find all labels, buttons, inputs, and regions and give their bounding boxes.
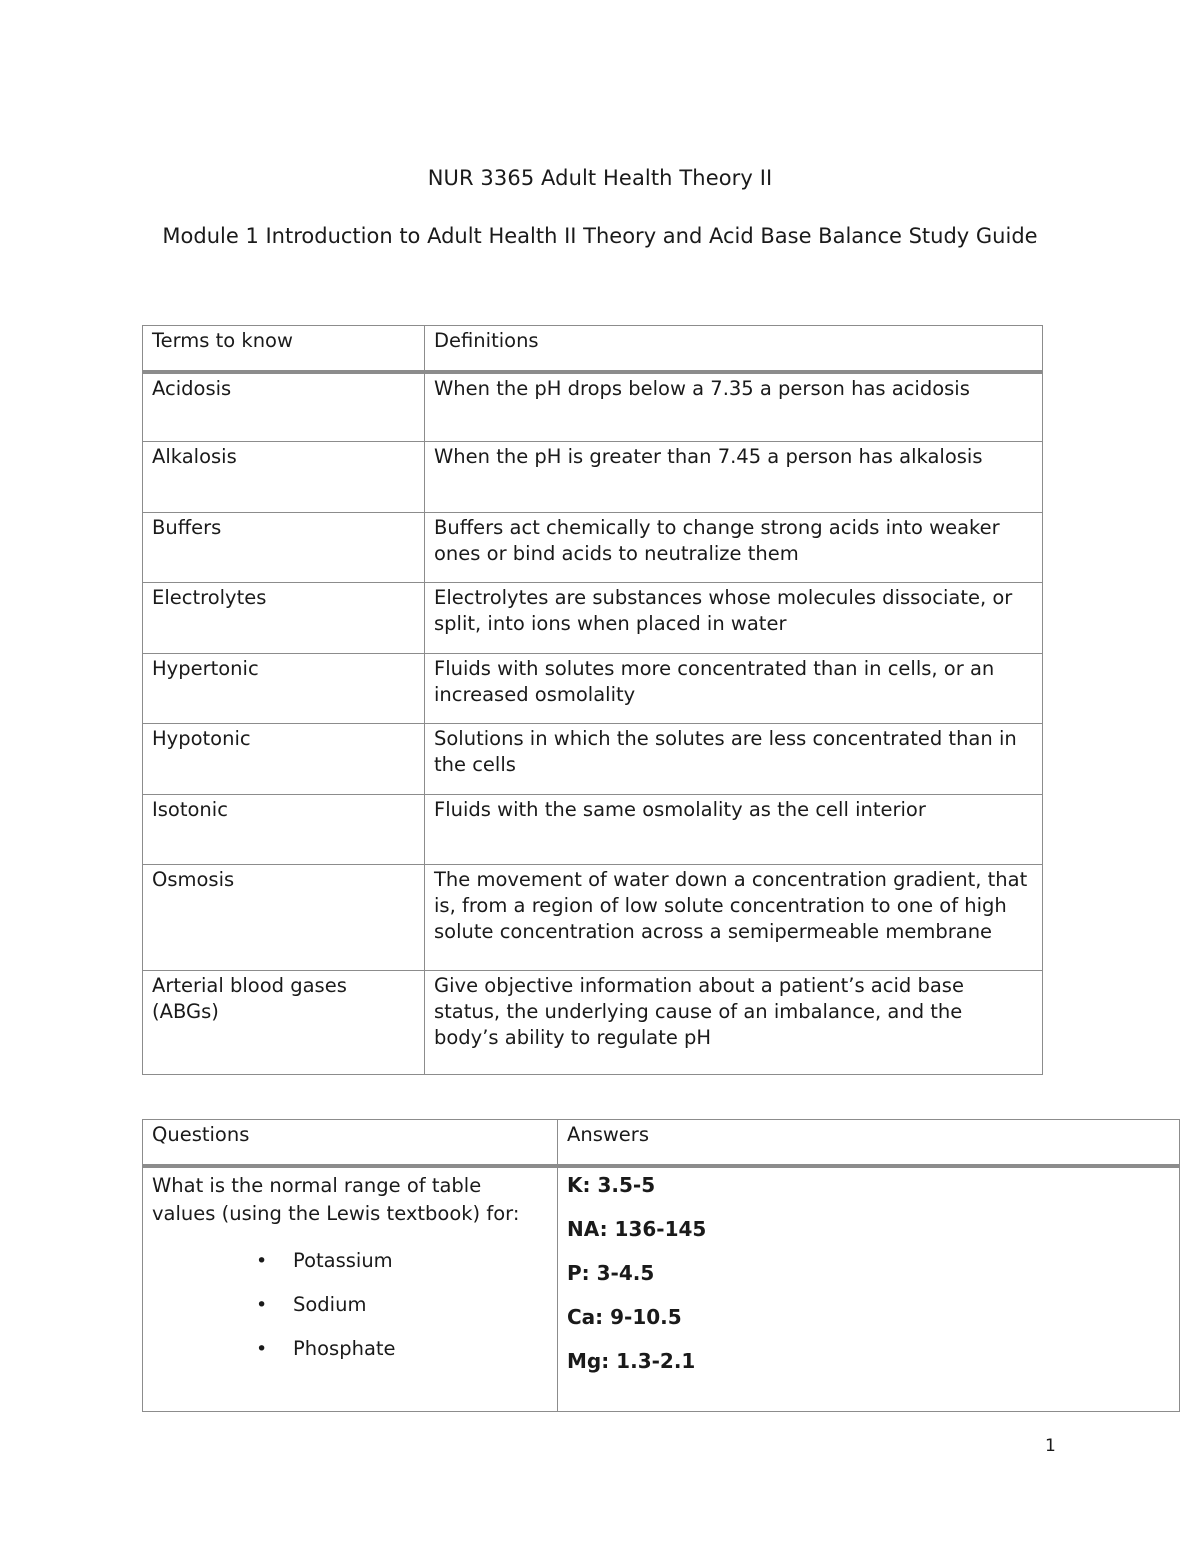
question-bullet-list xyxy=(152,1247,548,1379)
table-row xyxy=(143,795,1043,865)
term-cell: Alkalosis xyxy=(143,442,425,513)
qa-header-questions: Questions xyxy=(143,1120,558,1166)
table-row xyxy=(143,1166,1180,1412)
definition-cell: Solutions in which the solutes are less concentrated than in the cells xyxy=(425,724,1043,795)
terms-header-definition: Definitions xyxy=(425,326,1043,372)
bullet-label: Sodium xyxy=(293,1292,367,1316)
terms-table-header-row xyxy=(143,326,1043,372)
table-row xyxy=(143,442,1043,513)
list-item xyxy=(152,1247,548,1291)
definition-cell: Fluids with solutes more concentrated than in cells, or an increased osmolality xyxy=(425,654,1043,724)
answer-line: Mg: 1.3-2.1 xyxy=(567,1348,696,1373)
definition-cell: Electrolytes are substances whose molecules dissociate, or split, into ions when placed in water xyxy=(425,583,1043,654)
answer-line: K: 3.5-5 xyxy=(567,1172,656,1197)
table-row xyxy=(143,724,1043,795)
table-row xyxy=(143,583,1043,654)
terms-header-term: Terms to know xyxy=(143,326,425,372)
qa-table-header-row xyxy=(143,1120,1180,1166)
qa-table xyxy=(142,1119,1180,1412)
list-item xyxy=(152,1291,548,1335)
list-item xyxy=(152,1335,548,1379)
term-cell: Acidosis xyxy=(143,372,425,442)
table-row xyxy=(143,971,1043,1075)
page-title: NUR 3365 Adult Health Theory II xyxy=(427,166,773,190)
bullet-icon: • xyxy=(256,1249,268,1272)
question-cell xyxy=(143,1166,558,1412)
page-subtitle: Module 1 Introduction to Adult Health II Theory and Acid Base Balance Study Guide xyxy=(162,224,1038,248)
definition-cell: Fluids with the same osmolality as the cell interior xyxy=(425,795,1043,865)
bullet-icon: • xyxy=(256,1293,268,1316)
answer-cell xyxy=(558,1166,1180,1412)
term-cell: Isotonic xyxy=(143,795,425,865)
definition-cell: The movement of water down a concentration gradient, that is, from a region of low solute concentration to one of high solute concentration across a semipermeable membrane xyxy=(425,865,1043,971)
term-cell: Electrolytes xyxy=(143,583,425,654)
bullet-label: Phosphate xyxy=(293,1336,396,1360)
answer-line: Ca: 9-10.5 xyxy=(567,1304,682,1329)
term-cell: Osmosis xyxy=(143,865,425,971)
table-row xyxy=(143,513,1043,583)
terms-table xyxy=(142,325,1043,1075)
term-cell: Buffers xyxy=(143,513,425,583)
term-cell: Hypertonic xyxy=(143,654,425,724)
definition-cell: When the pH drops below a 7.35 a person has acidosis xyxy=(425,372,1043,442)
bullet-label: Potassium xyxy=(293,1248,393,1272)
answer-line: NA: 136-145 xyxy=(567,1216,707,1241)
answer-line: P: 3-4.5 xyxy=(567,1260,655,1285)
definition-cell: Give objective information about a patient’s acid base status, the underlying cause of an imbalance, and the body’s ability to regulate pH xyxy=(425,971,1043,1075)
term-cell: Hypotonic xyxy=(143,724,425,795)
definition-cell: When the pH is greater than 7.45 a person has alkalosis xyxy=(425,442,1043,513)
term-cell: Arterial blood gases (ABGs) xyxy=(143,971,425,1075)
table-row xyxy=(143,372,1043,442)
definition-cell: Buffers act chemically to change strong acids into weaker ones or bind acids to neutralize them xyxy=(425,513,1043,583)
table-row xyxy=(143,654,1043,724)
question-text: What is the normal range of table values (using the Lewis textbook) for: xyxy=(152,1173,520,1225)
bullet-icon: • xyxy=(256,1337,268,1360)
page-number: 1 xyxy=(1045,1436,1056,1456)
table-row xyxy=(143,865,1043,971)
qa-header-answers: Answers xyxy=(558,1120,1180,1166)
